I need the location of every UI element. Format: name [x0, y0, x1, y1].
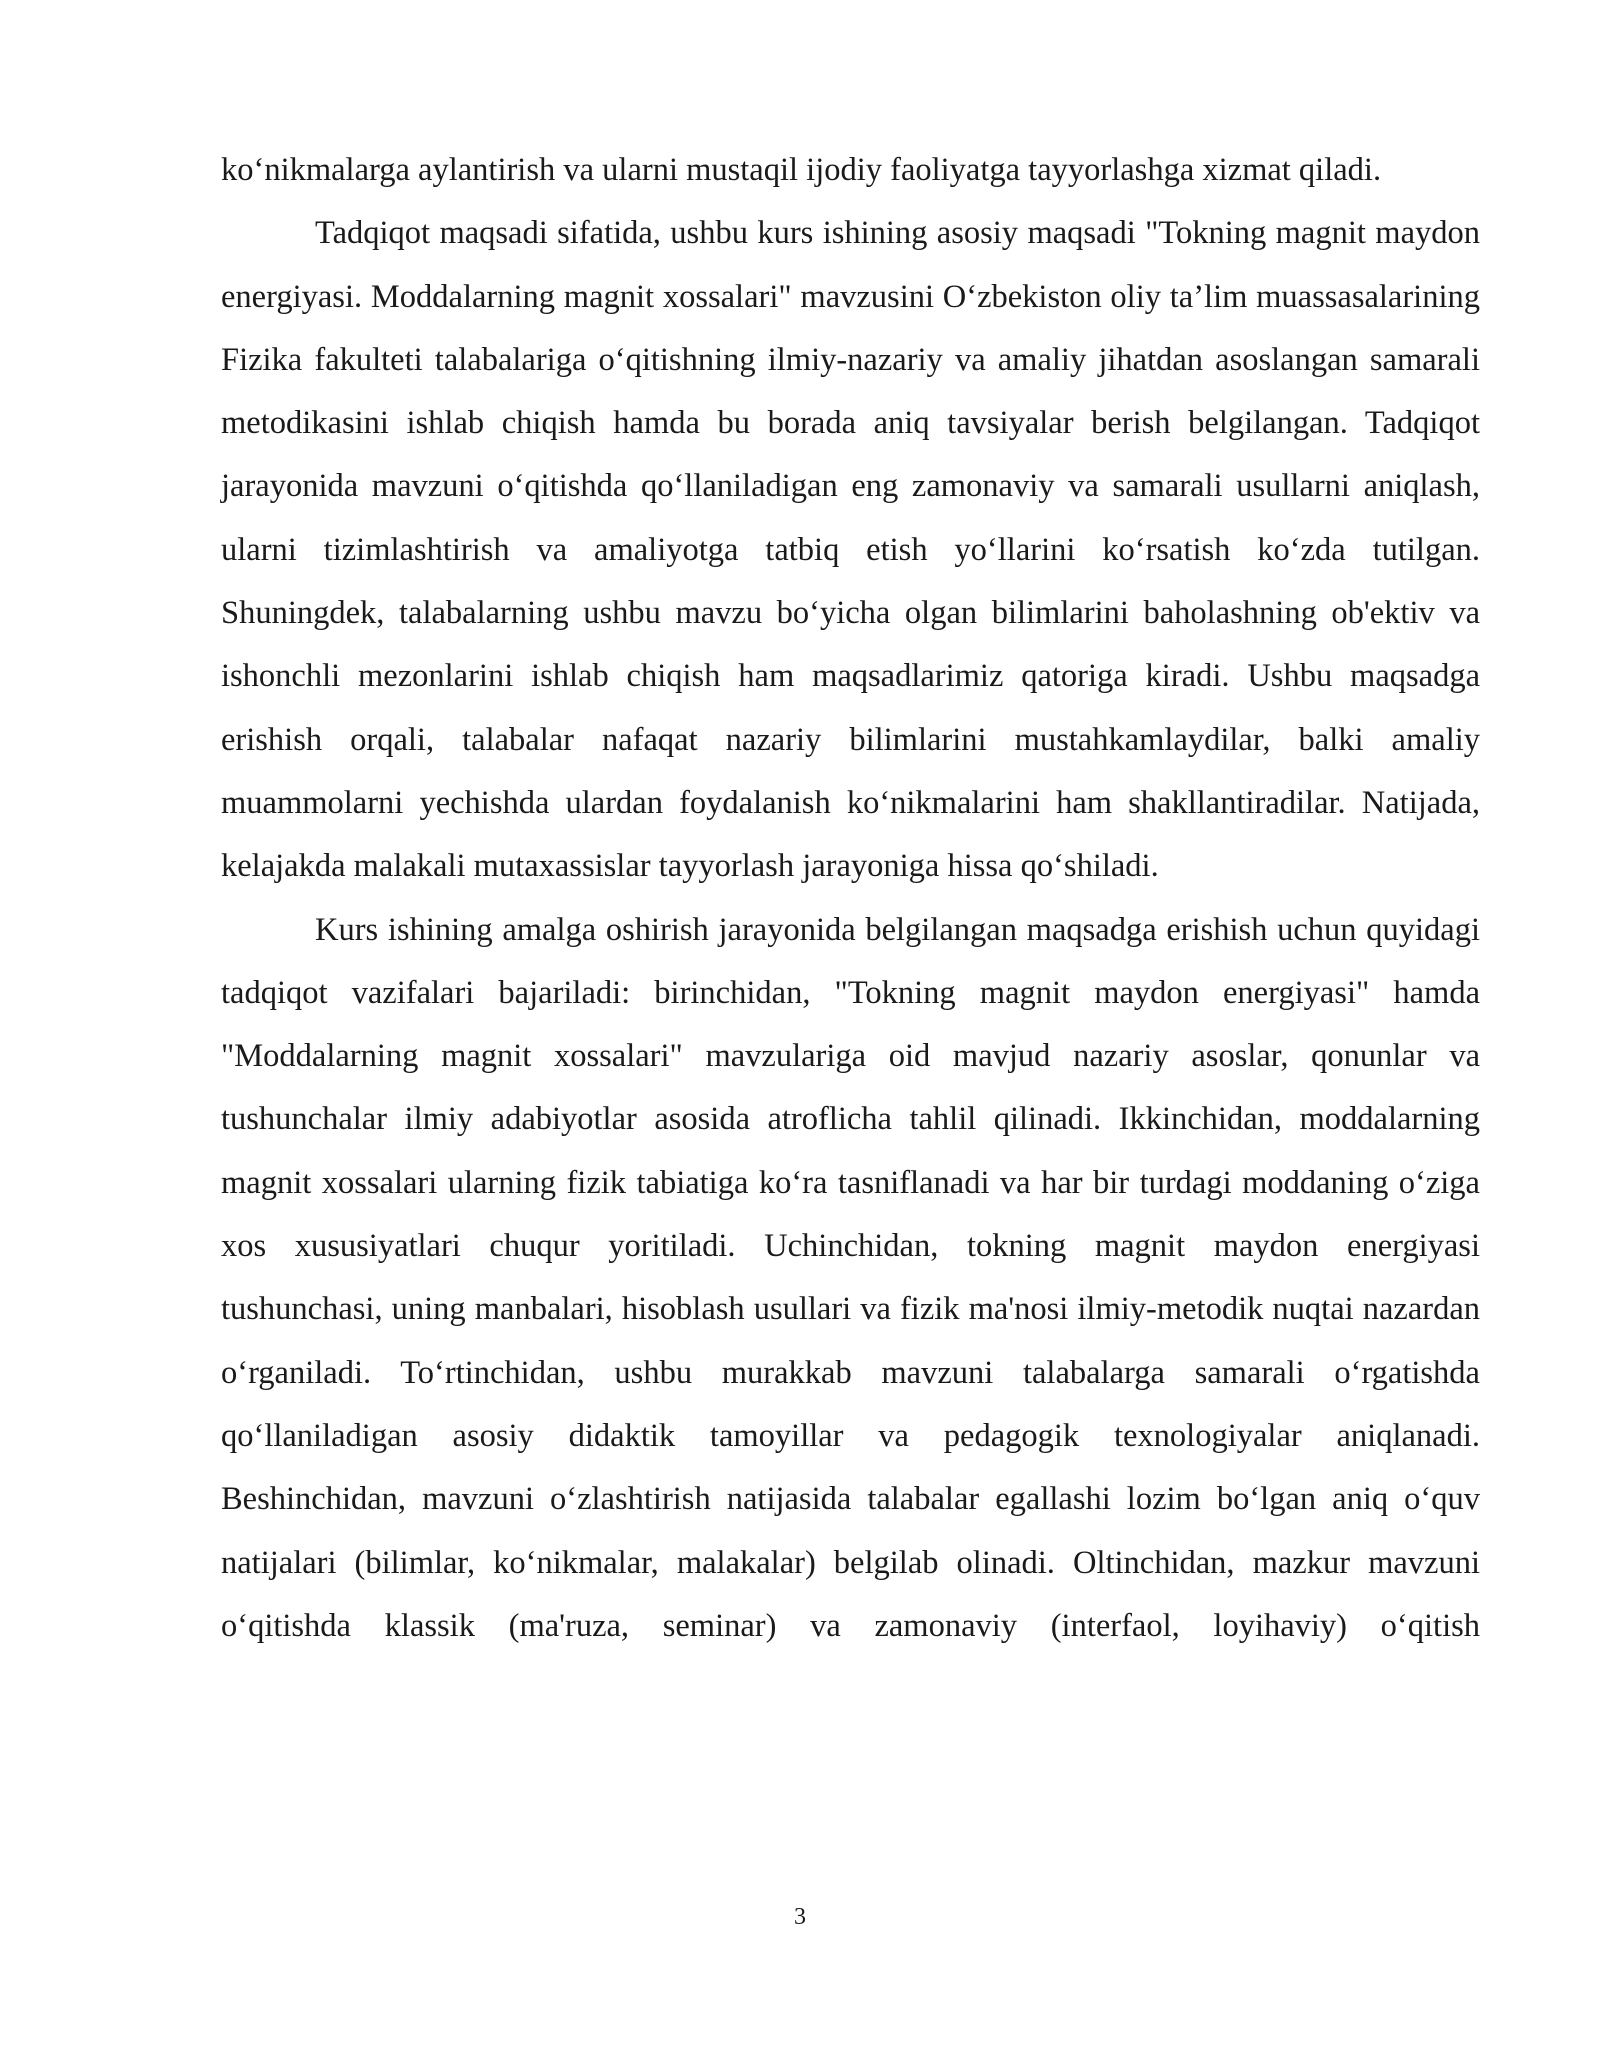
page-number: 3 — [794, 1904, 806, 1930]
paragraph-continuation: ko‘nikmalarga aylantirish va ularni mustaqil ijodiy faoliyatga tayyorlashga xizmat qiladi. — [221, 152, 1382, 188]
paragraph-research-tasks: Kurs ishining amalga oshirish jarayonida belgilangan maqsadga erishish uchun quyidagi tadqiqot vazifalari bajariladi: birinchidan, "Tokning magnit maydon energiyasi" hamda "Moddalarning magnit xossalari" mavzulariga oid mavjud nazariy asoslar, qonunlar va tushunchalar ilmiy adabiyotlar asosida atroflicha tahlil qilinadi. Ikkinchidan, moddalarning magnit xossalari ularning fizik tabiatiga ko‘ra tasniflanadi va har bir turdagi moddaning o‘ziga xos xususiyatlari chuqur yoritiladi. Uchinchidan, tokning magnit maydon energiyasi tushunchasi, uning manbalari, hisoblash usullari va fizik ma'nosi ilmiy-metodik nuqtai nazardan o‘rganiladi. To‘rtinchidan, ushbu murakkab mavzuni talabalarga samarali o‘rgatishda qo‘llaniladigan asosiy didaktik tamoyillar va pedagogik texnologiyalar aniqlanadi. Beshinchidan, mavzuni o‘zlashtirish natijasida talabalar egallashi lozim bo‘lgan aniq o‘quv natijalari (bilimlar, ko‘nikmalar, malakalar) belgilab olinadi. Oltinchidan, mazkur mavzuni o‘qitishda klassik (ma'ruza, seminar) va zamonaviy (interfaol, loyihaviy) o‘qitish — [221, 911, 1480, 1644]
document-body — [221, 139, 1480, 1658]
paragraph-research-goal: Tadqiqot maqsadi sifatida, ushbu kurs ishining asosiy maqsadi "Tokning magnit maydon energiyasi. Moddalarning magnit xossalari" mavzusini O‘zbekiston oliy ta’lim muassasalarining Fizika fakulteti talabalariga o‘qitishning ilmiy-nazariy va amaliy jihatdan asoslangan samarali metodikasini ishlab chiqish hamda bu borada aniq tavsiyalar berish belgilangan. Tadqiqot jarayonida mavzuni o‘qitishda qo‘llaniladigan eng zamonaviy va samarali usullarni aniqlash, ularni tizimlashtirish va amaliyotga tatbiq etish yo‘llarini ko‘rsatish ko‘zda tutilgan. Shuningdek, talabalarning ushbu mavzu bo‘yicha olgan bilimlarini baholashning ob'ektiv va ishonchli mezonlarini ishlab chiqish ham maqsadlarimiz qatoriga kiradi. Ushbu maqsadga erishish orqali, talabalar nafaqat nazariy bilimlarini mustahkamlaydilar, balki amaliy muammolarni yechishda ulardan foydalanish ko‘nikmalarini ham shakllantiradilar. Natijada, kelajakda malakali mutaxassislar tayyorlash jarayoniga hissa qo‘shiladi. — [221, 215, 1480, 885]
